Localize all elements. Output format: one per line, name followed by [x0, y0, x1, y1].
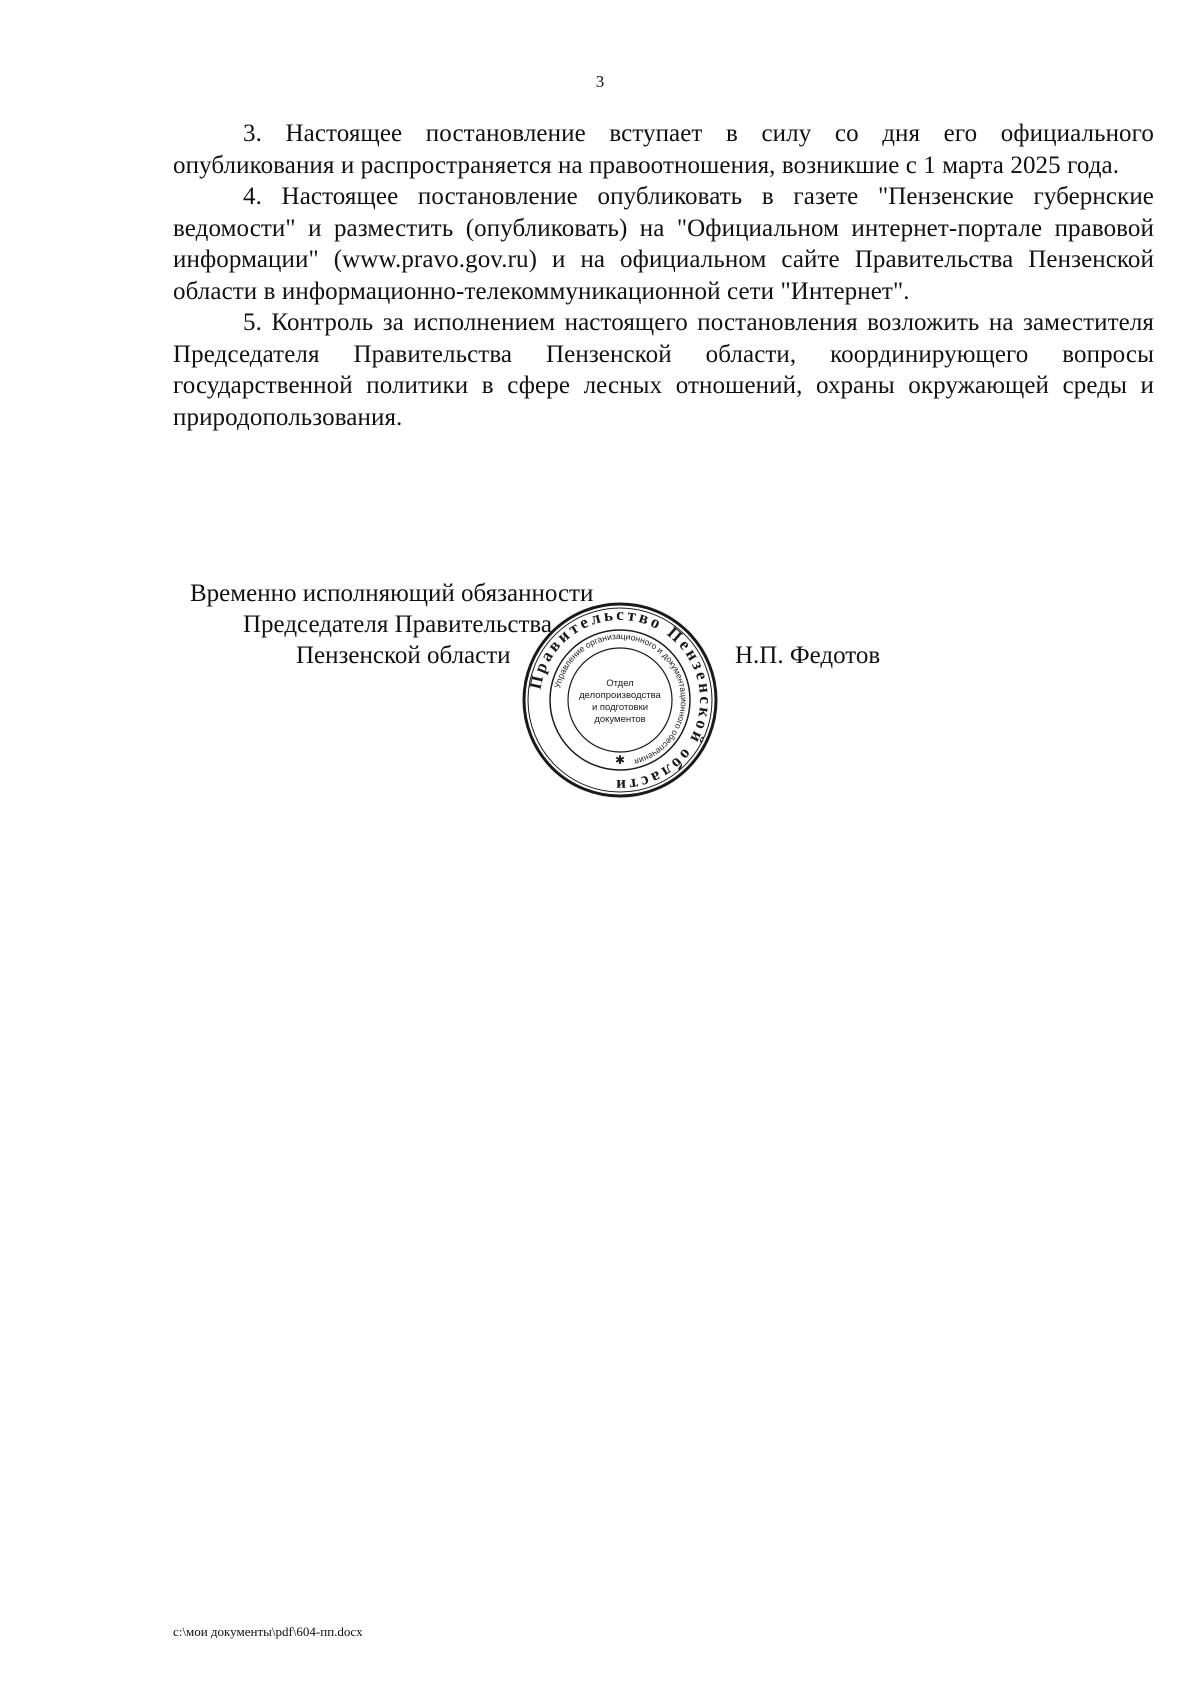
footer-file-path: c:\мои документы\pdf\604-пп.docx	[173, 1624, 363, 1639]
signature-title-line-2: Председателя Правительства	[243, 611, 552, 638]
paragraph-4: 4. Настоящее постановление опубликовать в газете "Пензенские губернские ведомости" и разместить (опубликовать) на "Официальном интернет-портале правовой информации" (www.pravo.gov.ru) и на официальном сайте Правительства Пензенской области в информационно-телекоммуникационной сети "Интернет".	[173, 183, 1154, 305]
signature-title-line-1: Временно исполняющий обязанности	[190, 580, 594, 607]
seal-center-line-3: и подготовки	[591, 702, 649, 713]
seal-inner-ring-text: Управление организационного и документационного обеспечения	[552, 630, 690, 768]
seal-center-line-1: Отдел	[606, 678, 634, 689]
official-seal-stamp	[520, 600, 720, 800]
seal-outer-text: Правительство Пензенской области	[525, 604, 716, 796]
paragraph-5: 5. Контроль за исполнением настоящего постановления возложить на заместителя Председателя Правительства Пензенской области, координирующего вопросы государственной политики в сфере лесных отношений, охраны окружающей среды и природопользования.	[173, 309, 1154, 431]
seal-center-line-4: документов	[594, 714, 646, 725]
page-number: 3	[595, 72, 605, 91]
signature-title-line-3: Пензенской области	[296, 642, 511, 669]
paragraph-3: 3. Настоящее постановление вступает в силу со дня его официального опубликования и распространяется на правоотношения, возникшие с 1 марта 2025 года.	[173, 120, 1154, 179]
seal-icon	[520, 600, 720, 800]
seal-star-icon: ✱	[614, 753, 626, 767]
signatory-name: Н.П. Федотов	[735, 642, 881, 669]
document-body	[173, 118, 1154, 433]
seal-center-line-2: делопроизводства	[579, 690, 661, 701]
